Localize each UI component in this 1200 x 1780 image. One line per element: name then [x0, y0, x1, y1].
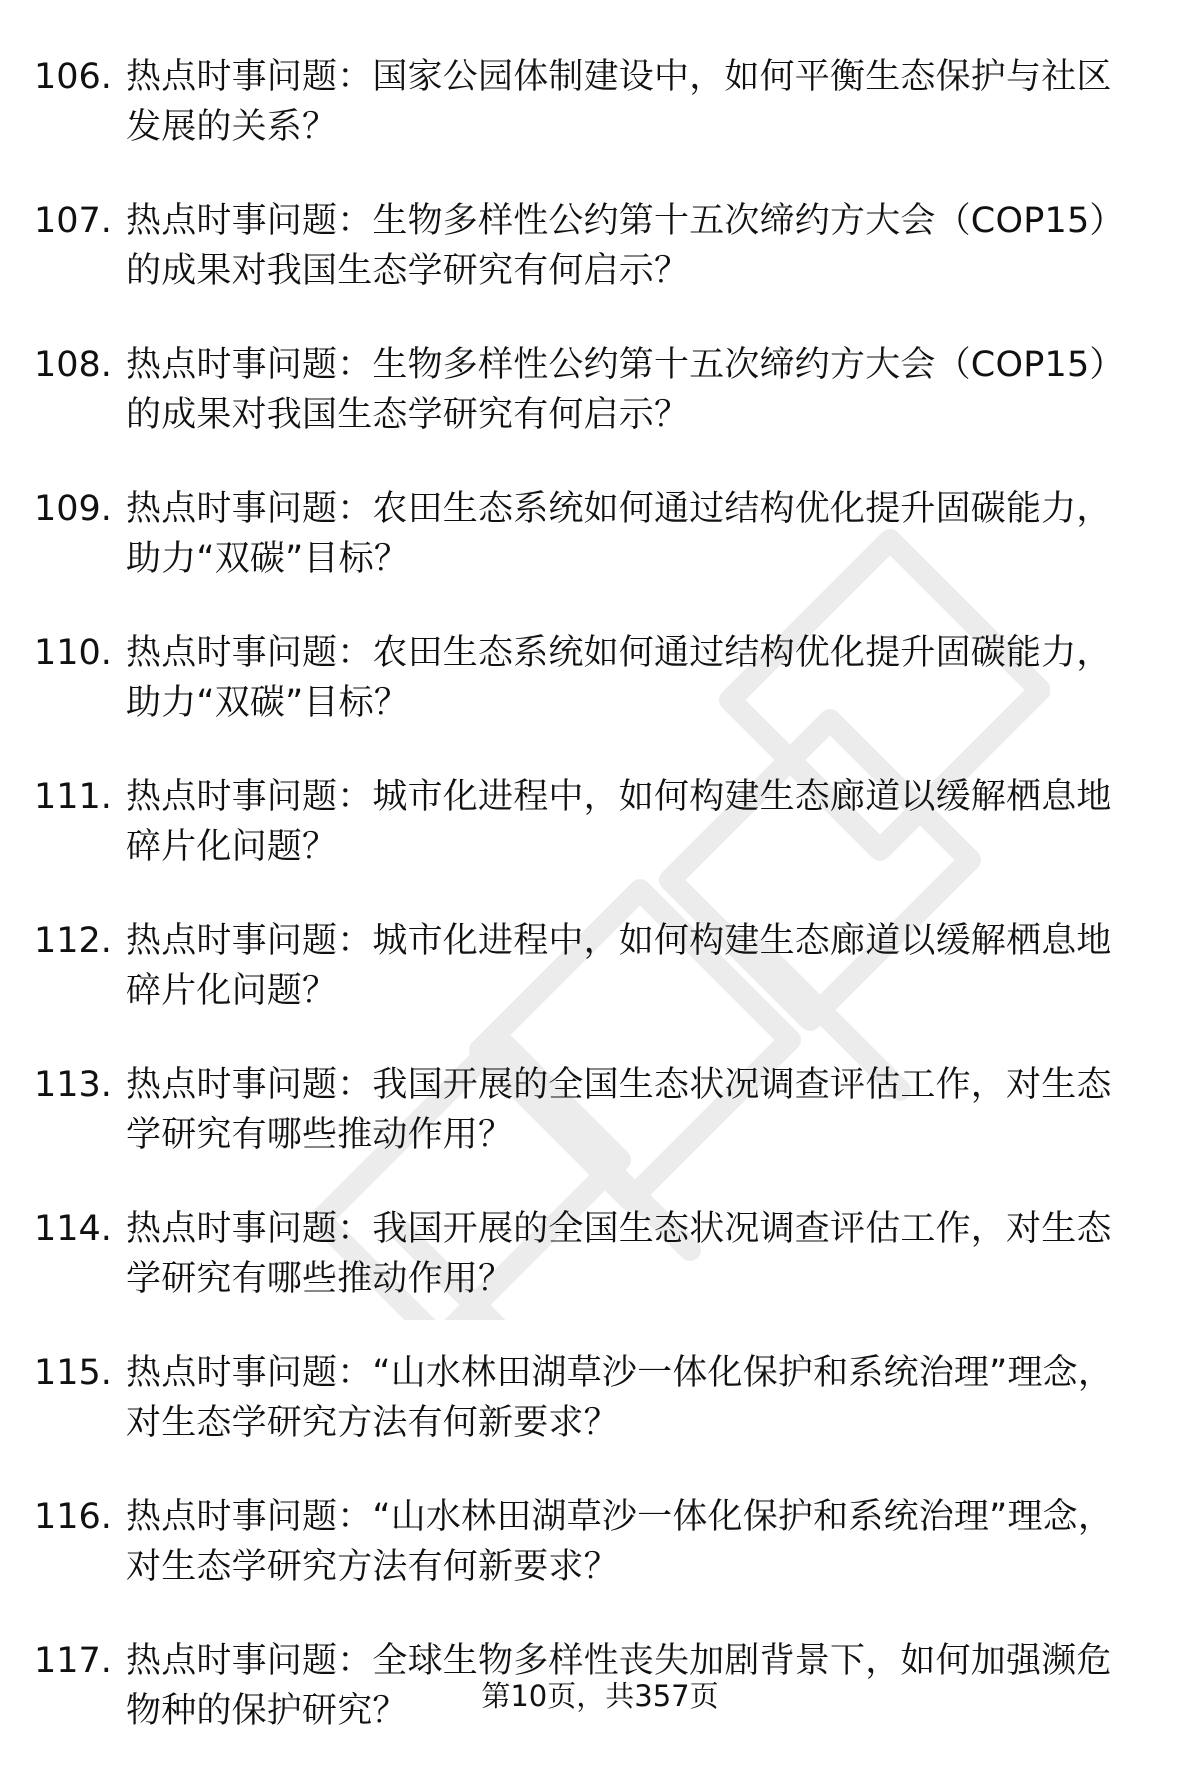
- question-number: 112.: [34, 921, 112, 961]
- question-number: 111.: [34, 777, 112, 817]
- question-item: [34, 772, 1164, 872]
- question-text: 热点时事问题：我国开展的全国生态状况调查评估工作，对生态学研究有哪些推动作用？: [126, 1209, 1112, 1299]
- question-item: [34, 1060, 1164, 1160]
- question-number: 117.: [34, 1641, 112, 1681]
- question-number: 108.: [34, 345, 112, 385]
- question-text: 热点时事问题：城市化进程中，如何构建生态廊道以缓解栖息地碎片化问题？: [126, 777, 1112, 867]
- question-item: [34, 1348, 1164, 1448]
- question-text: 热点时事问题：生物多样性公约第十五次缔约方大会（COP15）的成果对我国生态学研究有何启示？: [126, 345, 1125, 435]
- question-item: [34, 196, 1164, 296]
- question-text: 热点时事问题：我国开展的全国生态状况调查评估工作，对生态学研究有哪些推动作用？: [126, 1065, 1112, 1155]
- question-number: 115.: [34, 1353, 112, 1393]
- question-item: [34, 628, 1164, 728]
- question-text: 热点时事问题：全球生物多样性丧失加剧背景下，如何加强濒危物种的保护研究？: [126, 1641, 1112, 1731]
- question-text: 热点时事问题：农田生态系统如何通过结构优化提升固碳能力，助力“双碳”目标？: [126, 489, 1112, 579]
- question-number: 113.: [34, 1065, 112, 1105]
- page-footer: 第10页，共357页: [481, 1679, 719, 1713]
- question-number: 116.: [34, 1497, 112, 1537]
- question-text: 热点时事问题：农田生态系统如何通过结构优化提升固碳能力，助力“双碳”目标？: [126, 633, 1112, 723]
- question-number: 107.: [34, 201, 112, 241]
- question-text: 热点时事问题：国家公园体制建设中，如何平衡生态保护与社区发展的关系？: [126, 57, 1112, 147]
- question-number: 106.: [34, 57, 112, 97]
- question-text: 热点时事问题：“山水林田湖草沙一体化保护和系统治理”理念，对生态学研究方法有何新要求？: [126, 1353, 1114, 1443]
- question-number: 109.: [34, 489, 112, 529]
- question-text: 热点时事问题：“山水林田湖草沙一体化保护和系统治理”理念，对生态学研究方法有何新要求？: [126, 1497, 1114, 1587]
- question-number: 110.: [34, 633, 112, 673]
- question-item: [34, 340, 1164, 440]
- question-text: 热点时事问题：生物多样性公约第十五次缔约方大会（COP15）的成果对我国生态学研究有何启示？: [126, 201, 1125, 291]
- question-item: [34, 484, 1164, 584]
- question-number: 114.: [34, 1209, 112, 1249]
- question-item: [34, 1204, 1164, 1304]
- question-item: [34, 1492, 1164, 1592]
- question-list: [34, 52, 1164, 1780]
- question-text: 热点时事问题：城市化进程中，如何构建生态廊道以缓解栖息地碎片化问题？: [126, 921, 1112, 1011]
- question-item: [34, 52, 1164, 152]
- question-item: [34, 916, 1164, 1016]
